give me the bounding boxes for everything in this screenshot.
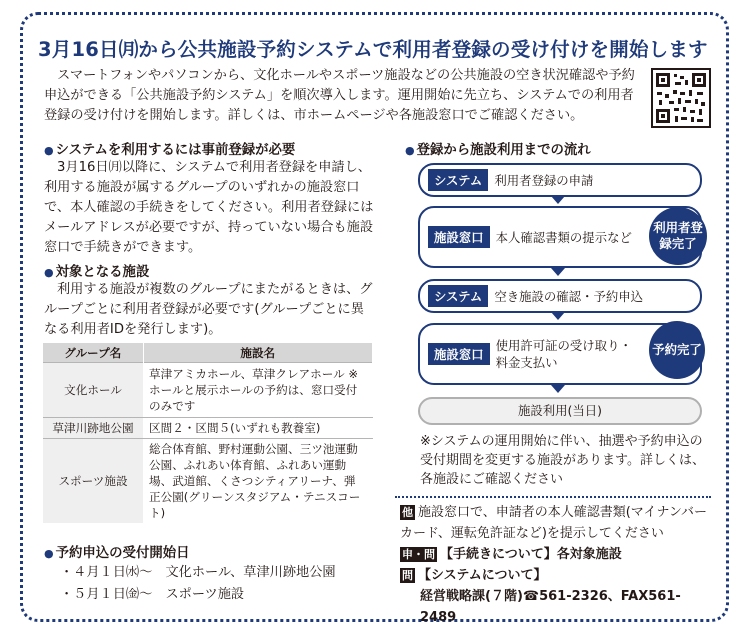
facility-cell: 草津アミカホール、草津クレアホール ※ホールと展示ホールの予約は、窓口受付のみです (143, 363, 373, 418)
step-text: 利用者登録の申請 (494, 173, 594, 188)
section-heading-facilities: ● 対象となる施設 (44, 265, 150, 280)
table-header-group: グループ名 (43, 343, 143, 363)
table-row (43, 439, 373, 524)
contact-phone: 経営戦略課(７階)☎561-2326、FAX561-2489 (420, 589, 681, 625)
step-text: 空き施設の確認・予約申込 (494, 289, 644, 304)
table-header-facility: 施設名 (143, 343, 373, 363)
apply-inquiry-badge: 申・問 (402, 548, 435, 561)
group-cell: スポーツ施設 (43, 439, 143, 524)
qr-code-icon (653, 70, 709, 126)
qr-code[interactable] (651, 68, 711, 128)
table-header-row (43, 343, 373, 363)
flow-step-final: 施設利用(当日) (418, 397, 702, 425)
divider (395, 496, 711, 498)
facility-table (43, 343, 373, 523)
bullet-icon: ● (405, 144, 415, 157)
table-row (43, 363, 373, 418)
article-title: 3月16日㈪から公共施設予約システムで利用者登録の受け付けを開始します (38, 38, 708, 61)
date-list (60, 562, 336, 606)
other-info: 他 施設窓口で、申請者の本人確認書類(マイナンバーカード、運転免許証など)を提示してください (400, 505, 707, 541)
table-row (43, 418, 373, 439)
inquiry-badge: 問 (402, 569, 413, 582)
arrow-down-icon (551, 385, 565, 393)
section-heading-dates: ● 予約申込の受付開始日 (44, 546, 190, 561)
arrow-down-icon (551, 312, 565, 320)
group-cell: 文化ホール (43, 363, 143, 418)
step-text: 本人確認書類の提示など (495, 230, 632, 245)
list-item: ・４月１日㈬～ 文化ホール、草津川跡地公園 (60, 565, 336, 580)
arrow-down-icon (551, 268, 565, 276)
intro-text: スマートフォンやパソコンから、文化ホールやスポーツ施設などの公共施設の空き状況確認や予約申込ができる「公共施設予約システム」を順次導入します。運用開始に先立ち、システムでの利用者登録の受け付けを開始します。詳しくは、市ホームページや各施設窓口でご確認ください。 (44, 68, 635, 123)
step-tag: システム (428, 285, 488, 307)
bullet-icon: ● (44, 144, 54, 157)
contact-block (400, 502, 710, 628)
flow-step-3 (418, 279, 702, 313)
contact-system: 問 【システムについて】 (402, 568, 547, 583)
group-cell: 草津川跡地公園 (43, 418, 143, 439)
section-heading-registration: ● システムを利用するには事前登録が必要 (44, 143, 296, 158)
other-badge: 他 (402, 506, 413, 519)
step-tag: 施設窓口 (428, 343, 490, 365)
flow-step-1 (418, 163, 702, 197)
step-text: 使用許可証の受け取り・料金支払い (495, 338, 632, 370)
registration-complete-badge: 利用者登録完了 (649, 207, 707, 265)
reservation-complete-badge: 予約完了 (649, 321, 705, 379)
step-tag: 施設窓口 (428, 226, 490, 248)
contact-procedure: 申・問 【手続きについて】各対象施設 (402, 547, 622, 562)
step-tag: システム (428, 169, 488, 191)
arrow-down-icon (551, 196, 565, 204)
facility-cell: 総合体育館、野村運動公園、三ツ池運動公園、ふれあい体育館、ふれあい運動場、武道館、くさつシティアリーナ、弾正公園(グリーンスタジアム・テニスコート) (143, 439, 373, 524)
list-item: ・５月１日㈮～ スポーツ施設 (60, 587, 245, 602)
bullet-icon: ● (44, 547, 54, 560)
facilities-body: 利用する施設が複数のグループにまたがるときは、グループごとに利用者登録が必要です(グループごとに異なる利用者IDを発行します)。 (44, 282, 373, 337)
facility-cell: 区間２・区間５(いずれも教養室) (143, 418, 373, 439)
flow-note: ※システムの運用開始に伴い、抽選や予約申込の受付期間を変更する施設があります。詳しくは、各施設にご確認ください (420, 434, 705, 487)
bullet-icon: ● (44, 266, 54, 279)
registration-body: 3月16日㈪以降に、システムで利用者登録を申請し、利用する施設が属するグループのいずれかの施設窓口で、本人確認の手続きをしてください。利用者登録にはメールアドレスが必要ですが、持っていない場合も施設窓口で手続きができます。 (44, 160, 374, 255)
flow-heading: ● 登録から施設利用までの流れ (405, 143, 591, 158)
